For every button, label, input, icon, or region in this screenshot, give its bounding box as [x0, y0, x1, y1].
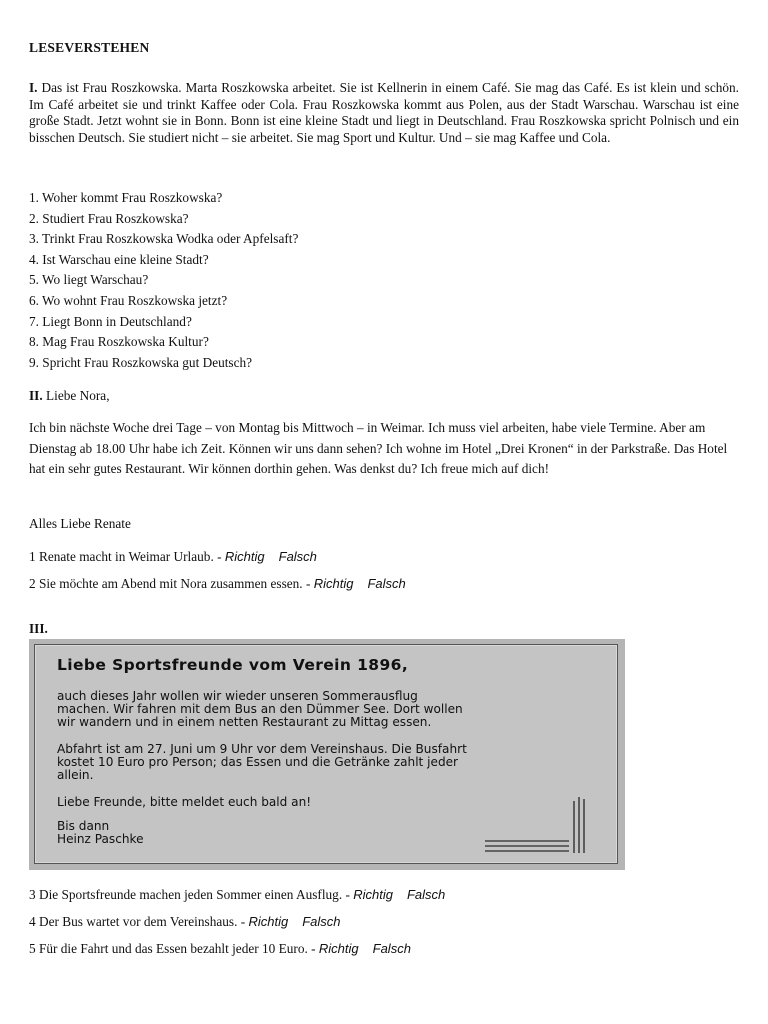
- falsch-option[interactable]: Falsch: [406, 887, 446, 902]
- notice-line: auch dieses Jahr wollen wir wieder unseren Sommerausflug: [57, 689, 418, 703]
- notice-card: [34, 644, 618, 864]
- question-item: 5. Wo liegt Warschau?: [29, 272, 149, 288]
- richtig-option[interactable]: Richtig: [313, 576, 354, 591]
- notice-line: Abfahrt ist am 27. Juni um 9 Uhr vor dem Vereinshaus. Die Busfahrt: [57, 742, 467, 756]
- statement-row: [29, 938, 739, 959]
- falsch-option[interactable]: Falsch: [302, 914, 341, 929]
- falsch-option[interactable]: Falsch: [278, 549, 317, 564]
- notice-line: allein.: [57, 768, 94, 782]
- statement-text: 4 Der Bus wartet vor dem Vereinshaus. -: [29, 914, 246, 929]
- richtig-option[interactable]: Richtig: [353, 887, 393, 902]
- decorative-lines: [483, 795, 595, 857]
- statement-row: [29, 884, 739, 905]
- section-2-number: II.: [29, 388, 43, 403]
- letter-closing: Alles Liebe Renate: [29, 516, 131, 531]
- notice-title: Liebe Sportsfreunde vom Verein 1896,: [57, 656, 409, 674]
- question-item: 7. Liegt Bonn in Deutschland?: [29, 313, 192, 329]
- statement-row: [29, 546, 739, 567]
- falsch-option[interactable]: Falsch: [367, 576, 406, 591]
- letter-body: Ich bin nächste Woche drei Tage – von Montag bis Mittwoch – in Weimar. Ich muss viel arbeiten, habe viele Termine. Aber am Dienstag ab 18.00 Uhr habe ich Zeit. Können wir uns dann sehen? Ich wohne im Hotel „Drei Kronen“ in der Parkstraße. Das Hotel hat ein sehr gutes Restaurant. Wir können dorthin gehen. Was denkst du? Ich freue mich auf dich!: [29, 420, 728, 477]
- section-1-number: I.: [29, 80, 38, 95]
- question-item: 8. Mag Frau Roszkowska Kultur?: [29, 334, 209, 350]
- section-1-text: Das ist Frau Roszkowska. Marta Roszkowska arbeitet. Sie ist Kellnerin in einem Café. Sie mag das Café. Es ist klein und schön. Im Café arbeitet sie und trinkt Kaffee oder Cola. Frau Roszkowska kommt aus Polen, aus der Stadt Warschau. Warschau ist eine große Stadt. Jetzt wohnt sie in Bonn. Bonn ist eine kleine Stadt und liegt in Deutschland. Frau Roszkowska spricht Polnisch und ein bisschen Deutsch. Sie studiert nicht – sie arbeitet. Sie mag Sport und Kultur. Und – sie mag Kaffee und Cola.: [29, 80, 740, 146]
- notice-line: machen. Wir fahren mit dem Bus an den Dümmer See. Dort wollen: [57, 702, 463, 716]
- question-item: 2. Studiert Frau Roszkowska?: [29, 210, 189, 226]
- section-2-greeting-line: [29, 385, 739, 406]
- question-list: [29, 188, 739, 373]
- richtig-option[interactable]: Richtig: [248, 914, 289, 929]
- statement-row: [29, 573, 739, 594]
- statement-text: 5 Für die Fahrt und das Essen bezahlt jeder 10 Euro. -: [29, 941, 316, 956]
- statement-row: [29, 911, 739, 932]
- question-item: 1. Woher kommt Frau Roszkowska?: [29, 190, 223, 205]
- section-1-paragraph: [29, 80, 739, 147]
- richtig-option[interactable]: Richtig: [318, 941, 359, 956]
- question-item: 6. Wo wohnt Frau Roszkowska jetzt?: [29, 292, 228, 308]
- question-item: 9. Spricht Frau Roszkowska gut Deutsch?: [29, 354, 253, 370]
- notice-signoff: Bis dann: [57, 819, 110, 833]
- notice-line: wir wandern und in einem netten Restaurant zu Mittag essen.: [57, 715, 432, 729]
- notice-line: Liebe Freunde, bitte meldet euch bald an!: [57, 795, 312, 809]
- question-item: 3. Trinkt Frau Roszkowska Wodka oder Apfelsaft?: [29, 231, 299, 247]
- question-item: 4. Ist Warschau eine kleine Stadt?: [29, 251, 209, 267]
- richtig-option[interactable]: Richtig: [224, 549, 265, 564]
- section-3-number: III.: [29, 621, 48, 636]
- letter-greeting: Liebe Nora,: [46, 388, 110, 403]
- notice-line: kostet 10 Euro pro Person; das Essen und die Getränke zahlt jeder: [57, 755, 459, 769]
- falsch-option[interactable]: Falsch: [372, 941, 411, 956]
- statement-text: 1 Renate macht in Weimar Urlaub. -: [29, 549, 222, 564]
- notice-board: [29, 639, 625, 870]
- notice-signature: Heinz Paschke: [57, 832, 144, 846]
- statement-text: 2 Sie möchte am Abend mit Nora zusammen essen. -: [29, 576, 311, 591]
- statement-text: 3 Die Sportsfreunde machen jeden Sommer einen Ausflug. -: [29, 887, 350, 902]
- page-title: LESEVERSTEHEN: [29, 40, 150, 55]
